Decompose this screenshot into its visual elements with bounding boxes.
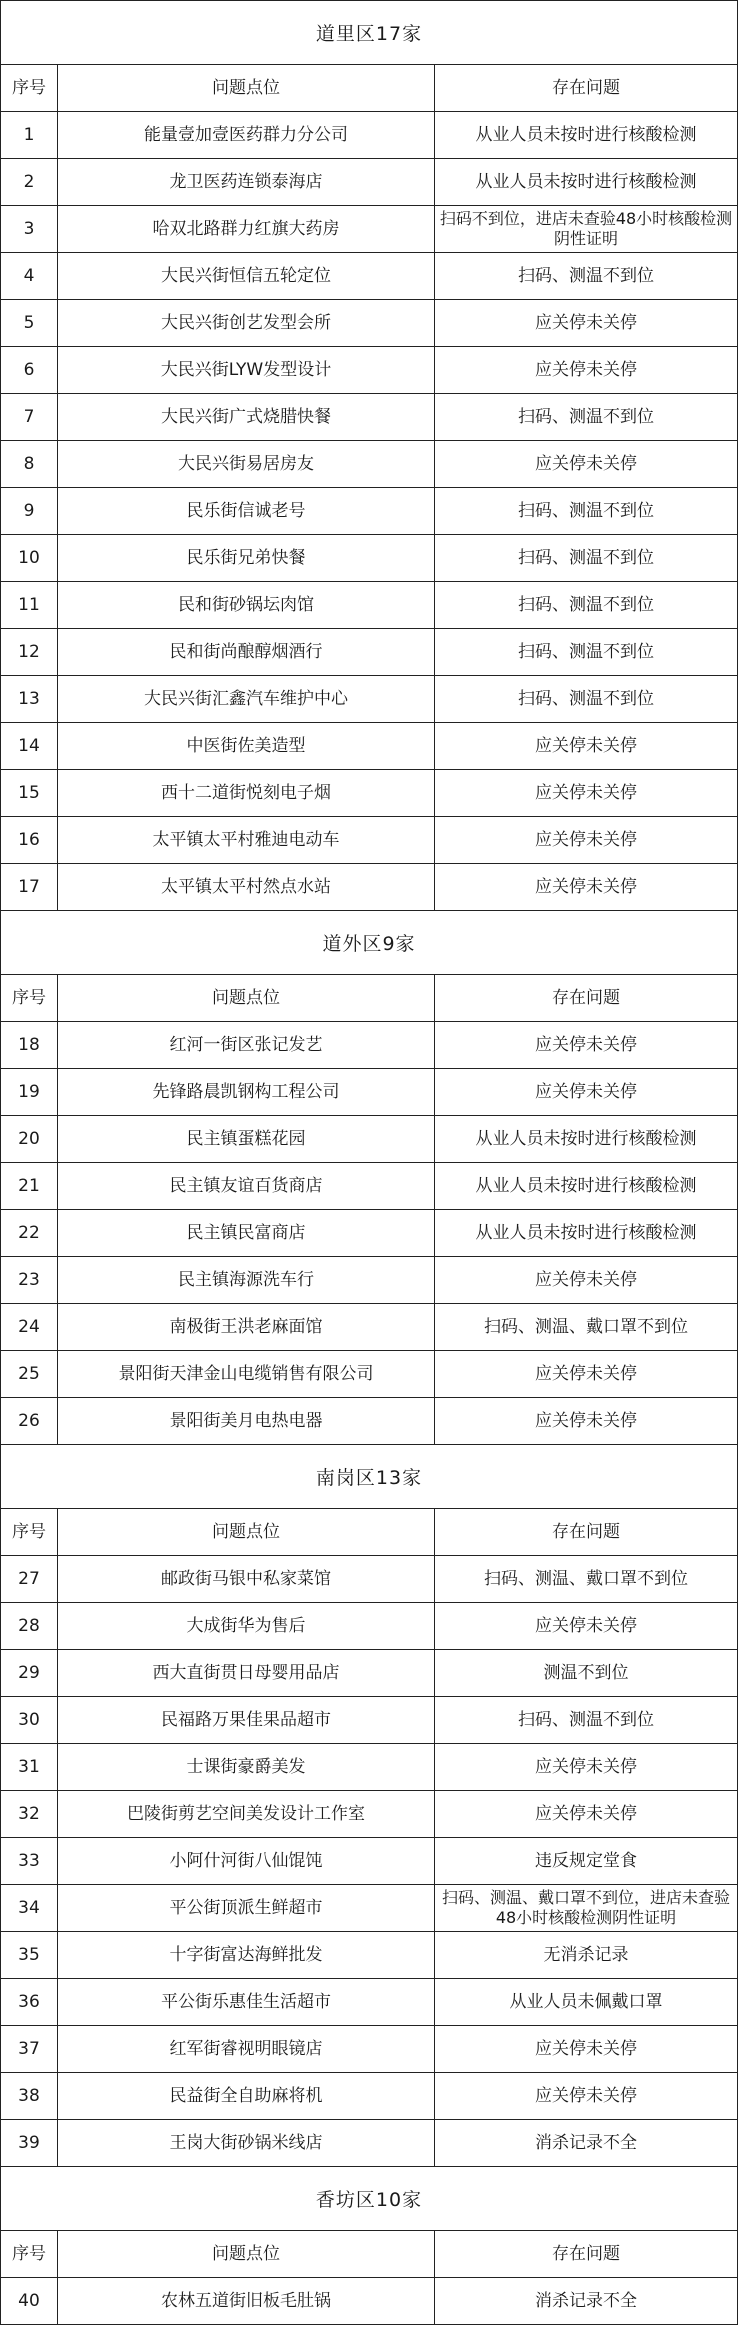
row-location: 十字街富达海鲜批发 bbox=[58, 1932, 435, 1978]
row-location: 民乐街信诚老号 bbox=[58, 488, 435, 534]
table-row bbox=[1, 676, 737, 723]
row-location: 民福路万果佳果品超市 bbox=[58, 1697, 435, 1743]
row-location: 小阿什河街八仙馄饨 bbox=[58, 1838, 435, 1884]
row-location: 西十二道街悦刻电子烟 bbox=[58, 770, 435, 816]
table-row bbox=[1, 394, 737, 441]
row-number: 5 bbox=[1, 300, 58, 346]
row-issue: 从业人员未按时进行核酸检测 bbox=[475, 1222, 697, 1243]
row-issue: 应关停未关停 bbox=[535, 359, 637, 380]
row-issue: 扫码、测温不到位 bbox=[518, 641, 654, 662]
table-row bbox=[1, 1744, 737, 1791]
row-location: 民主镇蛋糕花园 bbox=[58, 1116, 435, 1162]
row-number: 32 bbox=[1, 1791, 58, 1837]
row-number: 30 bbox=[1, 1697, 58, 1743]
row-location: 景阳街美月电热电器 bbox=[58, 1398, 435, 1444]
row-location: 大民兴街易居房友 bbox=[58, 441, 435, 487]
row-number: 22 bbox=[1, 1210, 58, 1256]
row-number: 2 bbox=[1, 159, 58, 205]
row-number: 19 bbox=[1, 1069, 58, 1115]
row-number: 36 bbox=[1, 1979, 58, 2025]
table-row bbox=[1, 629, 737, 676]
row-location: 农林五道街旧板毛肚锅 bbox=[58, 2278, 435, 2324]
row-location: 民乐街兄弟快餐 bbox=[58, 535, 435, 581]
row-number: 21 bbox=[1, 1163, 58, 1209]
row-issue: 扫码、测温不到位 bbox=[518, 547, 654, 568]
header-no: 序号 bbox=[1, 975, 58, 1021]
row-location: 大民兴街LYW发型设计 bbox=[58, 347, 435, 393]
section-title: 南岗区13家 bbox=[1, 1445, 737, 1509]
row-issue: 应关停未关停 bbox=[535, 829, 637, 850]
row-location: 红军街睿视明眼镜店 bbox=[58, 2026, 435, 2072]
row-location: 平公街顶派生鲜超市 bbox=[58, 1885, 435, 1931]
table-row bbox=[1, 1022, 737, 1069]
row-location: 民和街尚酿醇烟酒行 bbox=[58, 629, 435, 675]
table-row bbox=[1, 582, 737, 629]
row-issue: 从业人员未佩戴口罩 bbox=[509, 1991, 663, 2012]
row-number: 6 bbox=[1, 347, 58, 393]
row-location: 景阳街天津金山电缆销售有限公司 bbox=[58, 1351, 435, 1397]
row-number: 39 bbox=[1, 2120, 58, 2166]
row-issue: 应关停未关停 bbox=[535, 782, 637, 803]
table-row bbox=[1, 1069, 737, 1116]
table-row bbox=[1, 1398, 737, 1445]
table-row bbox=[1, 2120, 737, 2167]
table-row bbox=[1, 864, 737, 911]
row-number: 33 bbox=[1, 1838, 58, 1884]
row-number: 40 bbox=[1, 2278, 58, 2324]
row-issue: 应关停未关停 bbox=[535, 1269, 637, 1290]
row-issue: 测温不到位 bbox=[543, 1662, 629, 1683]
header-location: 问题点位 bbox=[58, 1509, 435, 1555]
table-row bbox=[1, 441, 737, 488]
table-row bbox=[1, 1304, 737, 1351]
row-location: 民主镇友谊百货商店 bbox=[58, 1163, 435, 1209]
table-row bbox=[1, 1791, 737, 1838]
table-row bbox=[1, 1556, 737, 1603]
table-header-row bbox=[1, 1509, 737, 1556]
row-number: 3 bbox=[1, 206, 58, 252]
row-issue: 扫码、测温不到位 bbox=[518, 406, 654, 427]
row-location: 太平镇太平村雅迪电动车 bbox=[58, 817, 435, 863]
row-issue: 应关停未关停 bbox=[535, 1034, 637, 1055]
row-number: 18 bbox=[1, 1022, 58, 1068]
row-location: 大成街华为售后 bbox=[58, 1603, 435, 1649]
row-number: 12 bbox=[1, 629, 58, 675]
header-location: 问题点位 bbox=[58, 975, 435, 1021]
row-number: 15 bbox=[1, 770, 58, 816]
row-location: 士课街豪爵美发 bbox=[58, 1744, 435, 1790]
row-issue: 从业人员未按时进行核酸检测 bbox=[475, 171, 697, 192]
table-header-row bbox=[1, 65, 737, 112]
table-row bbox=[1, 1650, 737, 1697]
row-issue: 消杀记录不全 bbox=[535, 2132, 637, 2153]
row-location: 红河一街区张记发艺 bbox=[58, 1022, 435, 1068]
row-issue: 扫码、测温、戴口罩不到位 bbox=[484, 1316, 688, 1337]
row-location: 民主镇民富商店 bbox=[58, 1210, 435, 1256]
row-location: 哈双北路群力红旗大药房 bbox=[58, 206, 435, 252]
header-issue: 存在问题 bbox=[552, 77, 620, 98]
row-number: 34 bbox=[1, 1885, 58, 1931]
header-no: 序号 bbox=[1, 65, 58, 111]
row-number: 10 bbox=[1, 535, 58, 581]
row-issue: 应关停未关停 bbox=[535, 1081, 637, 1102]
row-location: 邮政街马银中私家菜馆 bbox=[58, 1556, 435, 1602]
row-issue: 扫码、测温、戴口罩不到位 bbox=[484, 1568, 688, 1589]
row-issue: 应关停未关停 bbox=[535, 1756, 637, 1777]
row-location: 巴陵街剪艺空间美发设计工作室 bbox=[58, 1791, 435, 1837]
row-number: 11 bbox=[1, 582, 58, 628]
table-row bbox=[1, 535, 737, 582]
row-issue: 违反规定堂食 bbox=[535, 1850, 637, 1871]
table-row bbox=[1, 817, 737, 864]
table-row bbox=[1, 1979, 737, 2026]
row-number: 26 bbox=[1, 1398, 58, 1444]
section-title: 香坊区10家 bbox=[1, 2167, 737, 2231]
row-issue: 应关停未关停 bbox=[535, 1615, 637, 1636]
row-issue: 从业人员未按时进行核酸检测 bbox=[475, 124, 697, 145]
row-number: 29 bbox=[1, 1650, 58, 1696]
row-issue: 扫码、测温不到位 bbox=[518, 594, 654, 615]
row-issue: 消杀记录不全 bbox=[535, 2290, 637, 2311]
row-issue: 无消杀记录 bbox=[543, 1944, 629, 1965]
row-number: 24 bbox=[1, 1304, 58, 1350]
table-row bbox=[1, 723, 737, 770]
row-number: 1 bbox=[1, 112, 58, 158]
header-location: 问题点位 bbox=[58, 2231, 435, 2277]
row-number: 9 bbox=[1, 488, 58, 534]
table-row bbox=[1, 1210, 737, 1257]
table-row bbox=[1, 1697, 737, 1744]
row-number: 13 bbox=[1, 676, 58, 722]
table-row bbox=[1, 1163, 737, 1210]
table-row bbox=[1, 770, 737, 817]
row-issue: 应关停未关停 bbox=[535, 735, 637, 756]
row-number: 28 bbox=[1, 1603, 58, 1649]
row-number: 37 bbox=[1, 2026, 58, 2072]
row-location: 太平镇太平村然点水站 bbox=[58, 864, 435, 910]
row-location: 王岗大街砂锅米线店 bbox=[58, 2120, 435, 2166]
row-location: 民和街砂锅坛肉馆 bbox=[58, 582, 435, 628]
row-location: 先锋路晨凯钢构工程公司 bbox=[58, 1069, 435, 1115]
table-row bbox=[1, 206, 737, 253]
row-location: 龙卫医药连锁泰海店 bbox=[58, 159, 435, 205]
row-number: 16 bbox=[1, 817, 58, 863]
header-location: 问题点位 bbox=[58, 65, 435, 111]
table-row bbox=[1, 1116, 737, 1163]
table-row bbox=[1, 112, 737, 159]
table-row bbox=[1, 347, 737, 394]
row-number: 14 bbox=[1, 723, 58, 769]
table-row bbox=[1, 1603, 737, 1650]
row-location: 南极街王洪老麻面馆 bbox=[58, 1304, 435, 1350]
table-row bbox=[1, 1351, 737, 1398]
header-no: 序号 bbox=[1, 1509, 58, 1555]
row-number: 4 bbox=[1, 253, 58, 299]
row-location: 大民兴街创艺发型会所 bbox=[58, 300, 435, 346]
row-issue: 扫码不到位，进店未查验48小时核酸检测阴性证明 bbox=[439, 209, 733, 248]
table-row bbox=[1, 1885, 737, 1932]
row-number: 8 bbox=[1, 441, 58, 487]
row-issue: 应关停未关停 bbox=[535, 453, 637, 474]
row-number: 25 bbox=[1, 1351, 58, 1397]
row-location: 平公街乐惠佳生活超市 bbox=[58, 1979, 435, 2025]
row-issue: 扫码、测温不到位 bbox=[518, 500, 654, 521]
table-row bbox=[1, 2278, 737, 2325]
section-title: 道里区17家 bbox=[1, 1, 737, 65]
row-number: 17 bbox=[1, 864, 58, 910]
row-issue: 从业人员未按时进行核酸检测 bbox=[475, 1175, 697, 1196]
header-issue: 存在问题 bbox=[552, 987, 620, 1008]
row-location: 大民兴街恒信五轮定位 bbox=[58, 253, 435, 299]
row-location: 大民兴街广式烧腊快餐 bbox=[58, 394, 435, 440]
row-issue: 应关停未关停 bbox=[535, 2085, 637, 2106]
table-row bbox=[1, 253, 737, 300]
row-location: 中医街佐美造型 bbox=[58, 723, 435, 769]
row-issue: 应关停未关停 bbox=[535, 1803, 637, 1824]
header-issue: 存在问题 bbox=[552, 2243, 620, 2264]
table-row bbox=[1, 1838, 737, 1885]
row-issue: 应关停未关停 bbox=[535, 2038, 637, 2059]
row-location: 能量壹加壹医药群力分公司 bbox=[58, 112, 435, 158]
table-row bbox=[1, 159, 737, 206]
section-title: 道外区9家 bbox=[1, 911, 737, 975]
row-number: 35 bbox=[1, 1932, 58, 1978]
row-number: 27 bbox=[1, 1556, 58, 1602]
row-issue: 扫码、测温不到位 bbox=[518, 1709, 654, 1730]
table-row bbox=[1, 1932, 737, 1979]
row-location: 大民兴街汇鑫汽车维护中心 bbox=[58, 676, 435, 722]
table-header-row bbox=[1, 2231, 737, 2278]
row-location: 西大直街贯日母婴用品店 bbox=[58, 1650, 435, 1696]
table-header-row bbox=[1, 975, 737, 1022]
row-issue: 从业人员未按时进行核酸检测 bbox=[475, 1128, 697, 1149]
table-row bbox=[1, 2073, 737, 2120]
table-row bbox=[1, 1257, 737, 1304]
row-number: 7 bbox=[1, 394, 58, 440]
row-issue: 应关停未关停 bbox=[535, 876, 637, 897]
header-no: 序号 bbox=[1, 2231, 58, 2277]
row-number: 23 bbox=[1, 1257, 58, 1303]
table-row bbox=[1, 2026, 737, 2073]
row-location: 民主镇海源洗车行 bbox=[58, 1257, 435, 1303]
row-number: 38 bbox=[1, 2073, 58, 2119]
row-number: 20 bbox=[1, 1116, 58, 1162]
table-row bbox=[1, 300, 737, 347]
table-row bbox=[1, 488, 737, 535]
header-issue: 存在问题 bbox=[552, 1521, 620, 1542]
row-number: 31 bbox=[1, 1744, 58, 1790]
row-issue: 应关停未关停 bbox=[535, 1410, 637, 1431]
row-issue: 扫码、测温、戴口罩不到位，进店未查验48小时核酸检测阴性证明 bbox=[441, 1888, 730, 1927]
row-issue: 扫码、测温不到位 bbox=[518, 265, 654, 286]
row-issue: 应关停未关停 bbox=[535, 312, 637, 333]
row-location: 民益街全自助麻将机 bbox=[58, 2073, 435, 2119]
row-issue: 扫码、测温不到位 bbox=[518, 688, 654, 709]
row-issue: 应关停未关停 bbox=[535, 1363, 637, 1384]
